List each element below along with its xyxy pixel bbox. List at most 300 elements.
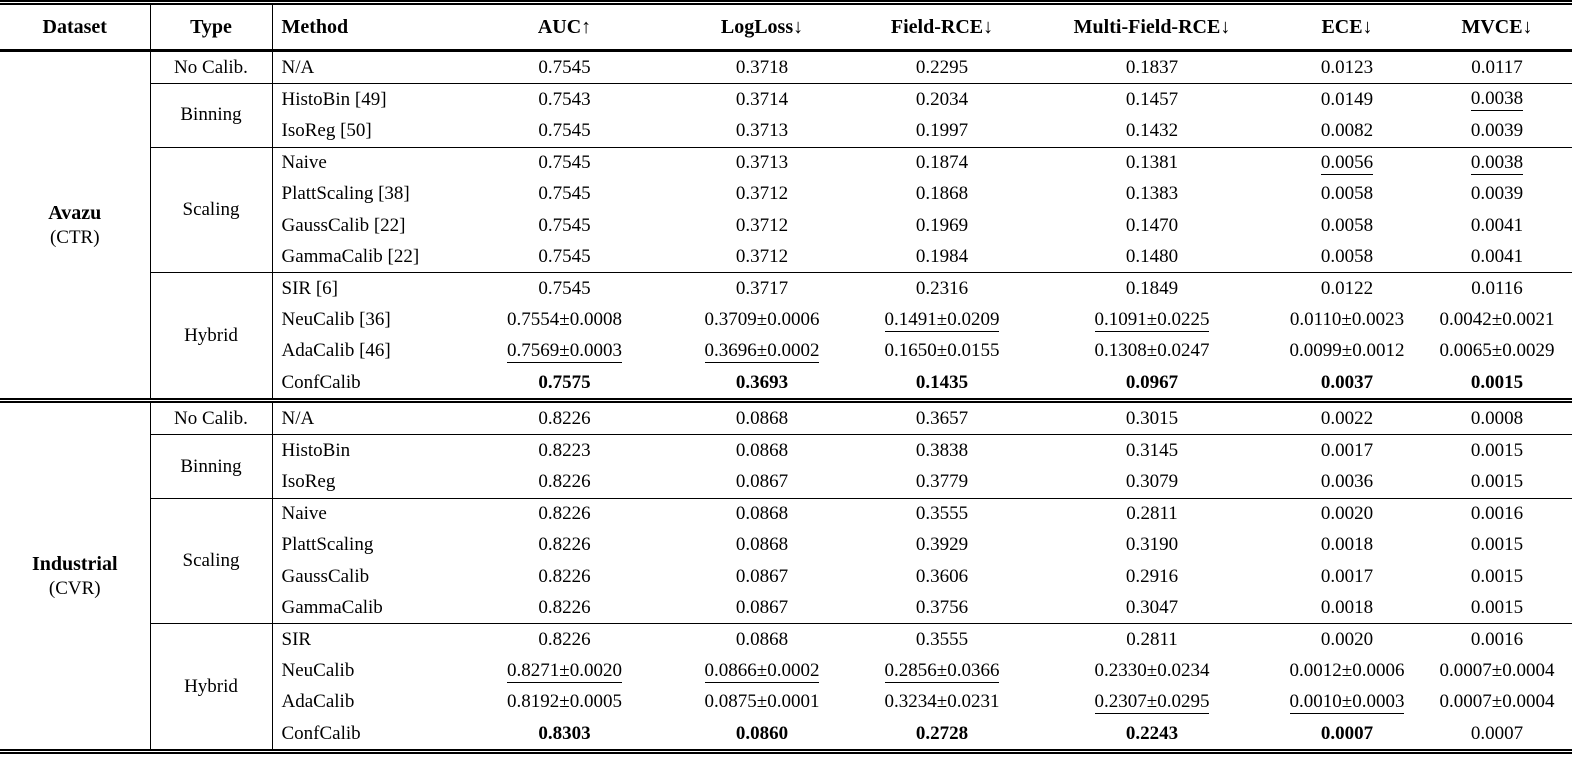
metric-cell-field-rce: [852, 718, 1032, 752]
metric-value: 0.1480: [1125, 245, 1179, 267]
metric-cell-auc: [457, 466, 672, 498]
metric-value: 0.1868: [915, 183, 969, 205]
metric-value: 0.0015: [1470, 596, 1524, 618]
metric-value: 0.3015: [1125, 407, 1179, 429]
metric-cell-auc: [457, 624, 672, 656]
metric-cell-auc: [457, 367, 672, 401]
metric-value: 0.7543: [538, 88, 591, 110]
metric-cell-auc: [457, 336, 672, 367]
method-cell: SIR [6]: [272, 273, 457, 305]
metric-cell-ece: [1272, 592, 1422, 624]
metric-value: 0.0122: [1320, 277, 1374, 299]
metric-cell-auc: [457, 592, 672, 624]
table-body: [0, 51, 1572, 752]
metric-value: 0.0010±0.0003: [1289, 690, 1405, 712]
metric-cell-multi-field-rce: [1032, 179, 1272, 210]
method-cell: Naive: [272, 147, 457, 179]
metric-value: 0.8271±0.0020: [507, 659, 622, 681]
metric-cell-multi-field-rce: [1032, 687, 1272, 718]
metric-cell-auc: [457, 561, 672, 592]
metric-cell-mvce: [1422, 305, 1572, 336]
column-header-auc: AUC↑: [457, 3, 672, 51]
metric-value: 0.0007±0.0004: [1439, 691, 1555, 713]
metric-cell-mvce: [1422, 592, 1572, 624]
metric-cell-logloss: [672, 561, 852, 592]
metric-cell-ece: [1272, 210, 1422, 241]
metric-cell-auc: [457, 147, 672, 179]
metric-value: 0.2295: [915, 56, 969, 78]
metric-cell-logloss: [672, 115, 852, 147]
metric-value: 0.0867: [735, 471, 789, 493]
metric-value: 0.0015: [1470, 439, 1524, 461]
metric-cell-auc: [457, 687, 672, 718]
type-cell: Binning: [150, 84, 272, 147]
metric-value: 0.0082: [1320, 120, 1374, 142]
metric-value: 0.3047: [1125, 596, 1179, 618]
column-header-field-rce: Field-RCE↓: [852, 3, 1032, 51]
metric-cell-field-rce: [852, 656, 1032, 687]
metric-cell-field-rce: [852, 51, 1032, 84]
dataset-subtitle: (CTR): [49, 226, 100, 248]
metric-cell-field-rce: [852, 305, 1032, 336]
method-cell: SIR: [272, 624, 457, 656]
method-cell: N/A: [272, 401, 457, 435]
metric-cell-logloss: [672, 147, 852, 179]
metric-value: 0.8226: [538, 629, 591, 651]
table-row: [0, 273, 1572, 305]
metric-cell-field-rce: [852, 561, 1032, 592]
metric-cell-mvce: [1422, 718, 1572, 752]
metric-cell-logloss: [672, 687, 852, 718]
metric-cell-mvce: [1422, 687, 1572, 718]
metric-cell-logloss: [672, 84, 852, 116]
metric-value: 0.0868: [735, 534, 789, 556]
dataset-subtitle: (CVR): [48, 577, 101, 599]
metric-value: 0.0868: [735, 503, 789, 525]
metric-value: 0.7545: [538, 183, 591, 205]
metric-cell-multi-field-rce: [1032, 561, 1272, 592]
metric-value: 0.0017: [1320, 565, 1374, 587]
metric-value: 0.8226: [538, 596, 591, 618]
metric-value: 0.7575: [538, 371, 591, 393]
metric-cell-logloss: [672, 592, 852, 624]
metric-cell-multi-field-rce: [1032, 718, 1272, 752]
metric-value: 0.3717: [735, 277, 789, 299]
metric-cell-multi-field-rce: [1032, 84, 1272, 116]
metric-cell-multi-field-rce: [1032, 210, 1272, 241]
metric-cell-field-rce: [852, 435, 1032, 467]
column-header-type: Type: [150, 3, 272, 51]
metric-value: 0.1874: [915, 152, 969, 174]
metric-cell-auc: [457, 401, 672, 435]
metric-value: 0.1383: [1125, 183, 1179, 205]
metric-cell-auc: [457, 51, 672, 84]
metric-value: 0.7554±0.0008: [507, 309, 622, 331]
metric-value: 0.0038: [1470, 88, 1524, 110]
metric-value: 0.0149: [1320, 88, 1374, 110]
metric-cell-logloss: [672, 305, 852, 336]
metric-value: 0.1837: [1125, 56, 1179, 78]
metric-value: 0.0967: [1125, 371, 1179, 393]
metric-value: 0.7545: [538, 277, 591, 299]
metric-cell-logloss: [672, 466, 852, 498]
metric-cell-auc: [457, 498, 672, 530]
metric-cell-multi-field-rce: [1032, 498, 1272, 530]
metric-cell-multi-field-rce: [1032, 466, 1272, 498]
metric-value: 0.1308±0.0247: [1094, 340, 1210, 362]
metric-cell-multi-field-rce: [1032, 592, 1272, 624]
metric-cell-ece: [1272, 435, 1422, 467]
table-row: [0, 498, 1572, 530]
metric-cell-ece: [1272, 115, 1422, 147]
metric-value: 0.0110±0.0023: [1289, 309, 1405, 331]
metric-value: 0.0866±0.0002: [704, 659, 820, 681]
metric-cell-field-rce: [852, 115, 1032, 147]
metric-cell-logloss: [672, 179, 852, 210]
metric-value: 0.2728: [915, 722, 969, 744]
metric-cell-ece: [1272, 179, 1422, 210]
metric-cell-multi-field-rce: [1032, 241, 1272, 273]
metric-cell-auc: [457, 84, 672, 116]
metric-value: 0.7545: [538, 245, 591, 267]
method-cell: AdaCalib: [281, 691, 355, 713]
metric-value: 0.0020: [1320, 503, 1374, 525]
metric-value: 0.3756: [915, 596, 969, 618]
metric-cell-ece: [1272, 147, 1422, 179]
metric-value: 0.0058: [1320, 214, 1374, 236]
metric-cell-ece: [1272, 51, 1422, 84]
metric-value: 0.0037: [1320, 371, 1374, 393]
metric-value: 0.1470: [1125, 214, 1179, 236]
metric-cell-logloss: [672, 656, 852, 687]
metric-value: 0.3714: [735, 88, 789, 110]
method-cell: NeuCalib [36]: [281, 309, 391, 331]
metric-cell-ece: [1272, 367, 1422, 401]
metric-cell-multi-field-rce: [1032, 530, 1272, 561]
metric-value: 0.8192±0.0005: [507, 691, 622, 713]
metric-cell-mvce: [1422, 147, 1572, 179]
metric-value: 0.2243: [1125, 722, 1179, 744]
metric-value: 0.3696±0.0002: [704, 339, 820, 361]
metric-value: 0.0056: [1320, 151, 1374, 173]
method-cell: IsoReg: [281, 471, 336, 493]
metric-cell-mvce: [1422, 530, 1572, 561]
dataset-name: Industrial: [31, 552, 118, 575]
metric-value: 0.2811: [1126, 503, 1178, 525]
metric-cell-ece: [1272, 466, 1422, 498]
metric-cell-ece: [1272, 401, 1422, 435]
metric-value: 0.3555: [915, 629, 969, 651]
metric-value: 0.3929: [915, 534, 969, 556]
column-header-dataset: Dataset: [0, 3, 150, 51]
metric-value: 0.2856±0.0366: [884, 659, 1000, 681]
metric-cell-ece: [1272, 561, 1422, 592]
table-row: [0, 84, 1572, 116]
method-cell: NeuCalib: [281, 660, 355, 682]
metric-cell-multi-field-rce: [1032, 624, 1272, 656]
table-row: [0, 435, 1572, 467]
metric-value: 0.2811: [1126, 629, 1178, 651]
metric-cell-ece: [1272, 656, 1422, 687]
metric-cell-multi-field-rce: [1032, 147, 1272, 179]
metric-cell-field-rce: [852, 466, 1032, 498]
metric-value: 0.1091±0.0225: [1094, 308, 1210, 330]
metric-value: 0.7545: [538, 120, 591, 142]
metric-value: 0.2916: [1125, 565, 1179, 587]
metric-value: 0.0868: [735, 407, 789, 429]
metric-value: 0.0015: [1470, 565, 1524, 587]
metric-value: 0.0058: [1320, 245, 1374, 267]
metric-value: 0.0867: [735, 596, 789, 618]
type-cell: Hybrid: [150, 273, 272, 401]
table-row: [0, 51, 1572, 84]
metric-value: 0.0012±0.0006: [1289, 660, 1405, 682]
metric-cell-multi-field-rce: [1032, 656, 1272, 687]
metric-cell-auc: [457, 435, 672, 467]
metric-cell-mvce: [1422, 115, 1572, 147]
metric-value: 0.1381: [1125, 152, 1179, 174]
metric-cell-ece: [1272, 718, 1422, 752]
metric-value: 0.0008: [1470, 407, 1524, 429]
metric-cell-auc: [457, 305, 672, 336]
metric-value: 0.2316: [915, 277, 969, 299]
metric-cell-mvce: [1422, 241, 1572, 273]
metric-value: 0.0039: [1470, 183, 1524, 205]
metric-cell-mvce: [1422, 84, 1572, 116]
type-cell: Binning: [150, 435, 272, 498]
metric-value: 0.0042±0.0021: [1439, 309, 1555, 331]
metric-value: 0.1849: [1125, 277, 1179, 299]
metric-cell-ece: [1272, 498, 1422, 530]
metric-cell-auc: [457, 241, 672, 273]
metric-value: 0.0039: [1470, 120, 1524, 142]
metric-value: 0.3718: [735, 56, 789, 78]
metric-value: 0.3712: [735, 245, 789, 267]
metric-value: 0.7545: [538, 56, 591, 78]
metric-cell-ece: [1272, 336, 1422, 367]
metric-value: 0.8226: [538, 534, 591, 556]
metric-cell-ece: [1272, 241, 1422, 273]
metric-cell-logloss: [672, 530, 852, 561]
metric-cell-logloss: [672, 210, 852, 241]
column-header-method: Method: [272, 3, 457, 51]
metric-cell-multi-field-rce: [1032, 51, 1272, 84]
method-cell: AdaCalib [46]: [281, 340, 391, 362]
metric-value: 0.0015: [1470, 534, 1524, 556]
metric-value: 0.0875±0.0001: [704, 691, 820, 713]
column-header-multi-field-rce: Multi-Field-RCE↓: [1032, 3, 1272, 51]
metric-value: 0.1969: [915, 214, 969, 236]
metric-value: 0.0007±0.0004: [1439, 660, 1555, 682]
metric-value: 0.0007: [1320, 722, 1374, 744]
metric-cell-mvce: [1422, 51, 1572, 84]
metric-cell-auc: [457, 273, 672, 305]
method-cell: HistoBin [49]: [272, 84, 457, 116]
metric-value: 0.3079: [1125, 471, 1179, 493]
metric-value: 0.3234±0.0231: [884, 691, 1000, 713]
metric-cell-multi-field-rce: [1032, 115, 1272, 147]
metric-value: 0.0038: [1470, 151, 1524, 173]
metric-cell-ece: [1272, 624, 1422, 656]
dataset-name: Avazu: [48, 201, 102, 224]
metric-cell-field-rce: [852, 401, 1032, 435]
metric-cell-field-rce: [852, 367, 1032, 401]
metric-value: 0.0015: [1470, 471, 1524, 493]
method-cell: GaussCalib [22]: [281, 214, 406, 236]
metric-cell-multi-field-rce: [1032, 305, 1272, 336]
method-cell: ConfCalib: [281, 371, 361, 393]
method-cell: PlattScaling: [281, 534, 374, 556]
method-cell: IsoReg [50]: [281, 120, 372, 142]
metric-cell-field-rce: [852, 147, 1032, 179]
metric-value: 0.0116: [1471, 277, 1523, 299]
metric-value: 0.1997: [915, 120, 969, 142]
method-cell: GammaCalib: [281, 596, 383, 618]
metric-value: 0.3190: [1125, 534, 1179, 556]
metric-value: 0.0022: [1320, 407, 1374, 429]
metric-cell-mvce: [1422, 656, 1572, 687]
method-cell: N/A: [281, 56, 315, 78]
column-header-mvce: MVCE↓: [1422, 3, 1572, 51]
metric-cell-mvce: [1422, 466, 1572, 498]
metric-cell-ece: [1272, 273, 1422, 305]
metric-value: 0.2307±0.0295: [1094, 690, 1210, 712]
metric-cell-logloss: [672, 273, 852, 305]
metric-cell-ece: [1272, 305, 1422, 336]
metric-value: 0.0018: [1320, 596, 1374, 618]
metric-cell-logloss: [672, 624, 852, 656]
metric-cell-field-rce: [852, 84, 1032, 116]
metric-cell-multi-field-rce: [1032, 367, 1272, 401]
metric-value: 0.3838: [915, 439, 969, 461]
metric-value: 0.3657: [915, 407, 969, 429]
metric-value: 0.3779: [915, 471, 969, 493]
metric-value: 0.8303: [538, 722, 591, 744]
metric-value: 0.7545: [538, 152, 591, 174]
table-row: [0, 147, 1572, 179]
metric-value: 0.0007: [1470, 722, 1524, 744]
table-row: [0, 401, 1572, 435]
metric-cell-mvce: [1422, 561, 1572, 592]
method-cell: GaussCalib: [281, 565, 370, 587]
metric-value: 0.0036: [1320, 471, 1374, 493]
metric-cell-logloss: [672, 401, 852, 435]
metric-cell-mvce: [1422, 435, 1572, 467]
metric-value: 0.3712: [735, 183, 789, 205]
metric-value: 0.2330±0.0234: [1094, 660, 1210, 682]
metric-value: 0.3713: [735, 120, 789, 142]
metric-cell-mvce: [1422, 367, 1572, 401]
metric-value: 0.8226: [538, 503, 591, 525]
metric-cell-auc: [457, 210, 672, 241]
metric-cell-field-rce: [852, 273, 1032, 305]
type-cell: Hybrid: [150, 624, 272, 752]
table-row: [0, 624, 1572, 656]
column-header-logloss: LogLoss↓: [672, 3, 852, 51]
metric-value: 0.0017: [1320, 439, 1374, 461]
metric-value: 0.1432: [1125, 120, 1179, 142]
metric-cell-auc: [457, 718, 672, 752]
metric-cell-ece: [1272, 687, 1422, 718]
metric-value: 0.0117: [1471, 56, 1523, 78]
metric-cell-logloss: [672, 367, 852, 401]
metric-value: 0.8226: [538, 565, 591, 587]
metric-value: 0.3145: [1125, 439, 1179, 461]
metric-value: 0.1984: [915, 245, 969, 267]
metric-cell-field-rce: [852, 210, 1032, 241]
type-cell: Scaling: [150, 498, 272, 624]
metric-cell-logloss: [672, 718, 852, 752]
metric-value: 0.3693: [735, 371, 789, 393]
metric-value: 0.0016: [1470, 629, 1524, 651]
metric-cell-multi-field-rce: [1032, 401, 1272, 435]
metric-value: 0.0065±0.0029: [1439, 340, 1555, 362]
metric-value: 0.3712: [735, 214, 789, 236]
metric-cell-auc: [457, 530, 672, 561]
dataset-cell: [0, 51, 150, 401]
dataset-cell: [0, 401, 150, 752]
metric-cell-auc: [457, 115, 672, 147]
metric-cell-logloss: [672, 498, 852, 530]
metric-cell-multi-field-rce: [1032, 435, 1272, 467]
metric-value: 0.0016: [1470, 503, 1524, 525]
method-cell: ConfCalib: [281, 722, 361, 744]
metric-cell-field-rce: [852, 179, 1032, 210]
column-header-ece: ECE↓: [1272, 3, 1422, 51]
metric-value: 0.2034: [915, 88, 969, 110]
metric-cell-field-rce: [852, 624, 1032, 656]
metric-cell-mvce: [1422, 401, 1572, 435]
table-header: [0, 3, 1572, 51]
metric-value: 0.0020: [1320, 629, 1374, 651]
metric-value: 0.1491±0.0209: [884, 308, 1000, 330]
metric-value: 0.8223: [538, 439, 591, 461]
metric-cell-field-rce: [852, 336, 1032, 367]
metric-value: 0.0058: [1320, 183, 1374, 205]
metric-value: 0.0041: [1470, 245, 1524, 267]
metric-value: 0.0868: [735, 439, 789, 461]
metric-cell-auc: [457, 179, 672, 210]
metric-cell-mvce: [1422, 498, 1572, 530]
method-cell: PlattScaling [38]: [281, 183, 410, 205]
metric-value: 0.0868: [735, 629, 789, 651]
metric-value: 0.3709±0.0006: [704, 309, 820, 331]
metric-cell-mvce: [1422, 179, 1572, 210]
metric-cell-multi-field-rce: [1032, 336, 1272, 367]
metric-value: 0.0041: [1470, 214, 1524, 236]
metric-value: 0.3606: [915, 565, 969, 587]
metric-value: 0.7569±0.0003: [507, 339, 622, 361]
metric-value: 0.0860: [735, 722, 789, 744]
type-cell: No Calib.: [150, 51, 272, 84]
metric-value: 0.0015: [1470, 371, 1524, 393]
metric-cell-logloss: [672, 51, 852, 84]
method-cell: GammaCalib [22]: [281, 245, 420, 267]
metric-value: 0.1435: [915, 371, 969, 393]
metric-cell-field-rce: [852, 592, 1032, 624]
metric-value: 0.8226: [538, 407, 591, 429]
metric-cell-logloss: [672, 435, 852, 467]
metric-value: 0.7545: [538, 214, 591, 236]
metric-cell-ece: [1272, 530, 1422, 561]
metric-value: 0.8226: [538, 471, 591, 493]
metric-value: 0.0099±0.0012: [1289, 340, 1405, 362]
metric-value: 0.3713: [735, 152, 789, 174]
metric-cell-mvce: [1422, 273, 1572, 305]
metric-cell-field-rce: [852, 530, 1032, 561]
metric-cell-logloss: [672, 241, 852, 273]
metric-cell-mvce: [1422, 624, 1572, 656]
